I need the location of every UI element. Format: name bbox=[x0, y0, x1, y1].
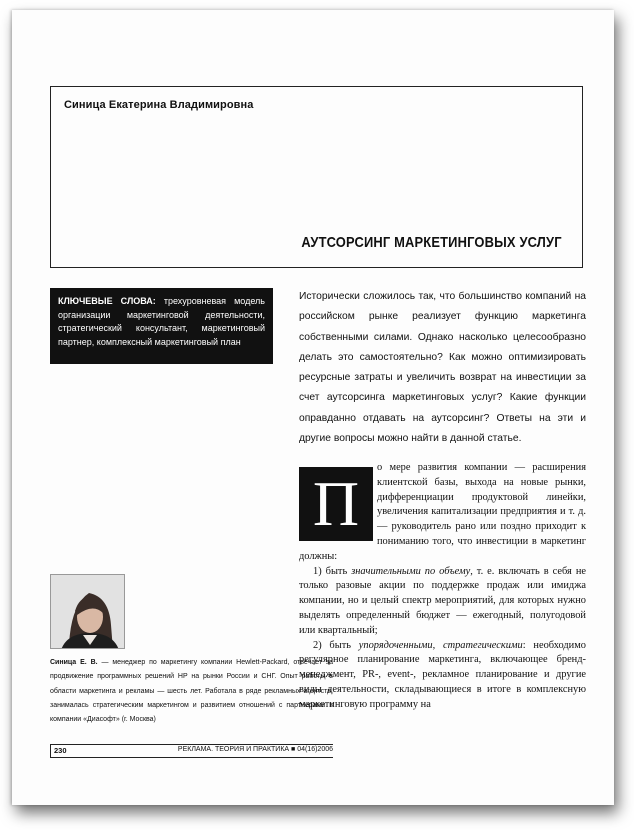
author-photo bbox=[50, 574, 125, 649]
author-name: Синица Екатерина Владимировна bbox=[64, 99, 254, 111]
body-item-1: 1) быть значительными по объему, т. е. включать в себя не только разовые акции по поддержке продаж или имиджа компании, но и целый спектр мероприятий, для которых нужно выделять определенный бюджет — ежегодный, полугодовой или квартальный; bbox=[299, 565, 586, 636]
author-bio bbox=[50, 656, 333, 727]
body-item-2: 2) быть упорядоченными, стратегическими: необходимо регулярное планирование маркетинга, включающее бренд-менеджмент, PR-, event-, рекламное планирование и другие виды деятельности, складывающиеся в итоге в комплексную маркетинговую программу на bbox=[299, 639, 587, 710]
journal-issue: РЕКЛАМА. ТЕОРИЯ И ПРАКТИКА ■ 04(16)2006 bbox=[177, 746, 333, 753]
article-title: АУТСОРСИНГ МАРКЕТИНГОВЫХ УСЛУГ bbox=[301, 234, 562, 251]
keywords-text: трехуровневая модель организации маркетинговой деятельности, стратегический консультант, маркетинговый партнер, комплексный маркетинговый план bbox=[58, 296, 265, 347]
bio-text: — менеджер по маркетингу компании Hewlett-Packard, отвечает за продвижение программных решений HP на рынки России и СНГ. Опыт работы в области маркетинга и рекламы — шесть лет. Работала в ряде рекламных агентств, занималась стратегическим маркетингом и развитием отношений с партнерами в компании «Диасофт» (г. Москва) bbox=[50, 659, 333, 724]
page-number: 230 bbox=[54, 746, 67, 755]
keywords-box bbox=[50, 288, 273, 364]
bio-name: Синица Е. В. bbox=[50, 659, 98, 666]
body-intro: о мере развития компании — расширения клиентской базы, выхода на новые рынки, дифференциации продуктовой линейки, увеличения капитализации предприятия и т. д. — руководитель рано или поздно приходит к пониманию того, что инвестиции в маркетинг должны: bbox=[299, 462, 586, 562]
keywords-label: КЛЮЧЕВЫЕ СЛОВА: bbox=[58, 296, 156, 306]
drop-cap: П bbox=[299, 467, 373, 541]
abstract: Исторически сложилось так, что большинство компаний на российском рынке реализует функцию маркетинга собственными силами. Однако насколько целесообразно делать это самостоятельно? Как можно оптимизировать ресурсные затраты и увеличить возврат на инвестиции за счет аутсорсинга маркетинговых услуг? Какие функции оправданно отдавать на аутсорсинг? Ответы на эти и другие вопросы можно найти в данной статье. bbox=[299, 291, 586, 445]
body-text bbox=[299, 461, 586, 713]
